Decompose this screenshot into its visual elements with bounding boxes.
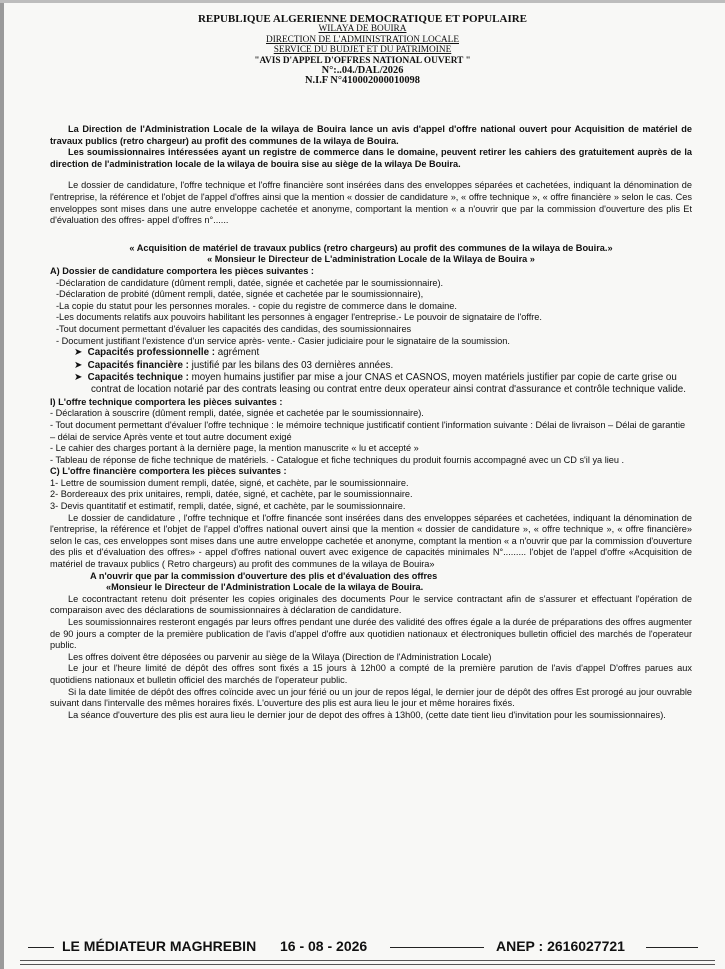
notice-type: "AVIS D'APPEL D'OFFRES NATIONAL OUVERT " — [254, 55, 471, 66]
list-item: 3- Devis quantitatif et estimatif, rempli, datée, signé, et cachète, par le soumissionnaire. — [50, 501, 406, 512]
top-rule — [0, 0, 725, 3]
capacity-text: agrément — [215, 347, 260, 359]
paragraph-opening-session: La séance d'ouverture des plis est aura lieu le dernier jour de depot des offres à 13h00, (cette date tient lieu d'invitation pour les soumissionnaires). — [68, 709, 666, 720]
capacity-label: Capacités technique : — [87, 371, 189, 383]
direction-name: DIRECTION DE L'ADMINISTRATION LOCALE — [265, 34, 459, 45]
paragraph-deposit: Les offres doivent être déposées ou parvenir au siège de la Wilaya (Direction de l'Administration Locale) — [68, 651, 492, 662]
republic-title: REPUBLIQUE ALGERIENNE DEMOCRATIQUE ET POPULAIRE — [197, 13, 528, 25]
capacities-list — [50, 347, 692, 397]
paragraph-validity: Les soumissionnaires resteront engagés par leurs offres pendant une durée des validité des offres égale a la durée de préparations des offres augmenter de 90 jours a compter de la première publication de l'avis d'appel d'offre aux quotidien nationaux et électroniques bulletin officiel des marchés de l'operateur public. — [50, 617, 692, 651]
section-b-title: I) L'offre technique comportera les pièces suivantes : — [50, 396, 283, 407]
paragraph-envelopes: Le dossier de candidature, l'offre technique et l'offre financière sont insérées dans des enveloppes séparées et cachetées, indiquant la dénomination de l'entreprise, la référence et l'objet de l'appel d'offres ainsi que la mention « dossier de candidature », « offre technique », « offre financière » selon le cas. Ces enveloppes sont mises dans une autre enveloppe cachetée et anonyme, comportant la mention « a n'ouvrir que par la commission d'ouverture des plis Et d'évaluation des offres- appel d'offres n°...... — [50, 180, 692, 226]
capacity-label: Capacités professionnelle : — [87, 347, 216, 359]
service-name: SERVICE DU BUDJET ET DU PATRIMOINE — [273, 45, 452, 56]
capacity-text: moyen humains justifier par mise a jour CNAS et CASNOS, moyen matériels justifier par copie de carte grise ou contrat de location notarié par des contrats leasing ou contrat entre deux operateur ainsi contrat d'assurance et contrôle technique valide. — [91, 371, 686, 396]
publication-date: 16 - 08 - 2026 — [280, 938, 368, 954]
paragraph-deadline: Le jour et l'heure limité de dépôt des offres sont fixés a 15 jours à 12h00 a compté de la première parution de l'avis d'appel D'offres parues aux quotidiens nationaux et bulletin officiel des marchés de l'operateur public. — [50, 663, 692, 685]
centered-addressee: « Monsieur le Directeur de L'administration Locale de la Wilaya de Bouira » — [207, 254, 535, 265]
section-b-list — [50, 408, 692, 466]
paragraph-bidders: Les soumissionnaires intéressées ayant un registre de commerce dans le domaine, peuvent retirer les cahiers des gratuitement auprès de la direction de l'administration locale de la wilaya de bouira sise au siège de la wilaya De Bouira. — [50, 147, 692, 169]
paragraph-holiday: Si la date limitée de dépôt des offres coïncide avec un jour férié ou un jour de repos légal, le dernier jour de dépôt des offres Est prorogé au jour ouvrable suivant dans l'intervalle des mêmes horaires fixés. L'ouverture des plis est aura lieu le jour et même horaires fixés. — [50, 686, 692, 709]
capacity-item: ➤ Capacités technique : moyen humains justifier par mise a jour CNAS et CASNOS, moyen matériels justifier par copie de carte grise ou contrat de location notarié par des contrats leasing ou contrat entre deux operateur ainsi contrat d'assurance et contrôle technique valide. — [74, 371, 686, 396]
anep-reference: ANEP : 2616027721 — [496, 938, 625, 954]
footer-rule — [28, 947, 54, 948]
list-item: -Déclaration de candidature (dûment rempli, datée, signée et cachetée par le soumissionnaire). — [56, 277, 444, 288]
list-item: - Déclaration à souscrire (dûment rempli, datée, signée et cachetée par le soumissionnaire). — [50, 408, 424, 419]
list-item: - Document justifiant l'existence d'un service après- vente.- Casier judiciaire pour le signataire de la soumission. — [56, 335, 510, 346]
list-item: 1- Lettre de soumission dument rempli, datée, signé, et cachète, par le soumissionnaire. — [50, 477, 409, 488]
nif-number: N.I.F N°410002000010098 — [305, 75, 420, 87]
list-item: - Tout document permettant d'évaluer l'offre technique : le mémoire technique justificatif contient l'information suivante : Délai de livraison – Délai de garantie – délai de service Après vente et tout autre document exigé — [50, 419, 686, 442]
list-item: - Tableau de réponse de fiche technique de matériels. - Catalogue et fiche techniques du produit fournis accompagné avec un CD s'il ya lieu . — [50, 454, 625, 465]
document-header — [0, 14, 725, 87]
list-item: -La copie du statut pour les personnes morales. - copie du registre de commerce dans le domaine. — [56, 300, 457, 311]
list-item: -Les documents relatifs aux pouvoirs habilitant les personnes à engager l'entreprise.- Le pouvoir de signataire de l'offre. — [56, 312, 542, 323]
section-c-list — [50, 478, 692, 513]
publication-footer — [28, 934, 698, 956]
notice-body — [50, 124, 692, 721]
section-a-list — [50, 278, 692, 348]
bottom-rule — [20, 960, 715, 965]
paragraph-director: «Monsieur le Directeur de l'Administration Locale de la wilaya de Bouira. — [106, 582, 424, 593]
notice-number: N°:..04./DAL/2026 — [321, 65, 404, 77]
capacity-item: ➤ Capacités professionnelle : agrément — [74, 347, 260, 359]
newspaper-name: LE MÉDIATEUR MAGHREBIN — [62, 938, 257, 954]
capacity-text: justifié par les bilans des 03 dernières années. — [188, 359, 394, 371]
section-a-title: A) Dossier de candidature comportera les pièces suivantes : — [50, 265, 314, 276]
paragraph-contractor: Le cocontractant retenu doit présenter les copies originales des documents Pour le service contractant afin de s'assurer et effectuant l'opération de comparaison avec des déclarations de soumissionnaires à déclaration de candidature. — [50, 593, 692, 616]
wilaya-name: WILAYA DE BOUIRA — [318, 24, 407, 35]
list-item: - Le cahier des charges portant à la dernière page, la mention manuscrite « lu et accepté » — [50, 443, 419, 454]
list-item: 2- Bordereaux des prix unitaires, rempli, datée, signé, et cachète, par le soumissionnaire. — [50, 489, 413, 500]
paragraph-envelopes-repeat: Le dossier de candidature , l'offre technique et l'offre financée sont insérées dans des enveloppes séparées et cachetées, indiquant la dénomination de l'entreprise, la référence et l'objet de l'appel d'offres national ouvert ainsi que la mention « dossier de candidature », « offre technique », « offre financière» selon le cas, ces enveloppes sont mises dans une autre enveloppe cachetée et anonyme, comptant la mention « a n'ouvrir que par la commission d'ouverture des plis et d'évaluation des offres» - appel d'offres national ouvert avec exigence de capacités minimales N°......... l'objet de l'appel d'offre «Acquisition de matériel de travaux publics ( Retro chargeurs) au profit des communes de la wilaya de Bouira» — [50, 512, 692, 570]
footer-rule — [390, 947, 484, 948]
capacity-item: ➤ Capacités financière : justifié par les bilans des 03 dernières années. — [74, 359, 394, 371]
paragraph-intro: La Direction de l'Administration Locale de la wilaya de Bouira lance un avis d'appel d'offre national ouvert pour Acquisition de matériel de travaux publics (retro chargeur) au profit des communes de la wilaya de Bouira. — [50, 124, 692, 146]
centered-object: « Acquisition de matériel de travaux publics (retro chargeurs) au profit des communes de la wilaya de Bouira.» — [129, 242, 613, 253]
footer-rule — [646, 947, 698, 948]
capacity-label: Capacités financière : — [87, 359, 189, 371]
section-c-title: C) L'offre financière comportera les pièces suivantes : — [50, 466, 287, 477]
paragraph-opening-commission: A n'ouvrir que par la commission d'ouverture des plis et d'évaluation des offres — [90, 570, 438, 581]
list-item: -Tout document permettant d'évaluer les capacités des candidas, des soumissionnaires — [56, 323, 412, 334]
list-item: -Déclaration de probité (dûment rempli, datée, signée et cachetée par le soumissionnaire), — [56, 289, 424, 300]
